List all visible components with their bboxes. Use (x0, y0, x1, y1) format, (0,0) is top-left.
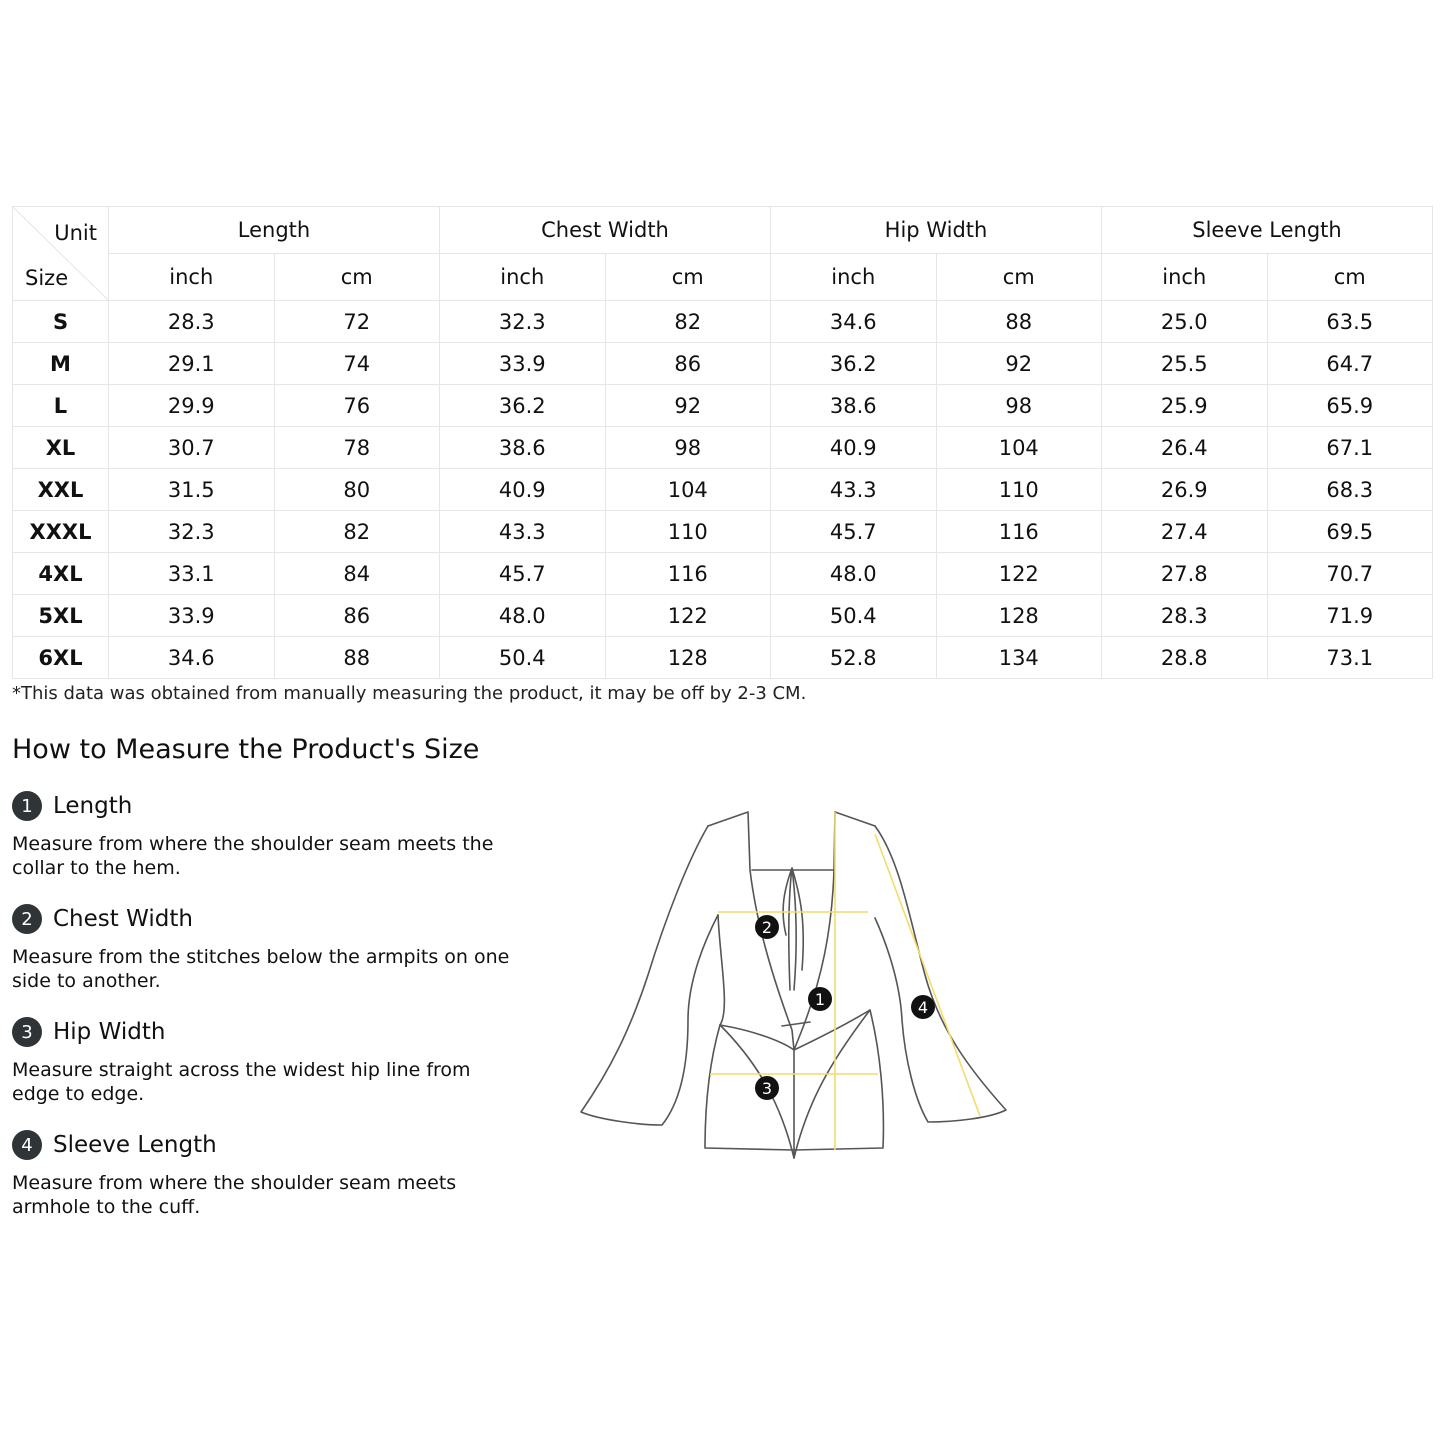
body-left-outline (705, 812, 794, 1150)
corner-unit-label: Unit (54, 221, 97, 245)
group-header-length: Length (109, 207, 440, 254)
marker-3-label: 3 (761, 1079, 773, 1098)
value-cell: 32.3 (109, 511, 275, 553)
step-title: Chest Width (53, 906, 193, 932)
value-cell: 31.5 (109, 469, 275, 511)
value-cell: 25.9 (1102, 385, 1268, 427)
value-cell: 82 (605, 301, 771, 343)
table-row (13, 301, 1433, 343)
value-cell: 65.9 (1267, 385, 1433, 427)
value-cell: 29.1 (109, 343, 275, 385)
marker-2-label: 2 (761, 918, 773, 937)
measurement-markers (755, 915, 935, 1100)
value-cell: 25.5 (1102, 343, 1268, 385)
value-cell: 68.3 (1267, 469, 1433, 511)
unit-header: inch (109, 254, 275, 301)
value-cell: 33.9 (109, 595, 275, 637)
value-cell: 40.9 (440, 469, 606, 511)
tie-strings (783, 868, 803, 990)
size-cell: XL (13, 427, 109, 469)
garment-measurement-diagram (570, 800, 1020, 1170)
value-cell: 43.3 (771, 469, 937, 511)
value-cell: 88 (274, 637, 440, 679)
value-cell: 110 (605, 511, 771, 553)
unit-header: inch (440, 254, 606, 301)
corner-header (13, 207, 109, 301)
value-cell: 63.5 (1267, 301, 1433, 343)
value-cell: 26.4 (1102, 427, 1268, 469)
inner-camisole (782, 1022, 810, 1026)
table-row (13, 637, 1433, 679)
table-row (13, 427, 1433, 469)
step-number-badge: 2 (12, 904, 42, 934)
value-cell: 110 (936, 469, 1102, 511)
value-cell: 98 (936, 385, 1102, 427)
value-cell: 73.1 (1267, 637, 1433, 679)
step-title: Length (53, 793, 133, 819)
value-cell: 86 (274, 595, 440, 637)
value-cell: 36.2 (440, 385, 606, 427)
value-cell: 92 (605, 385, 771, 427)
value-cell: 86 (605, 343, 771, 385)
value-cell: 84 (274, 553, 440, 595)
value-cell: 48.0 (771, 553, 937, 595)
value-cell: 122 (936, 553, 1102, 595)
front-hem-point (720, 1010, 870, 1158)
group-header-hip-width: Hip Width (771, 207, 1102, 254)
value-cell: 48.0 (440, 595, 606, 637)
value-cell: 78 (274, 427, 440, 469)
value-cell: 70.7 (1267, 553, 1433, 595)
table-row (13, 595, 1433, 637)
corner-size-label: Size (25, 266, 69, 290)
step-description: Measure from where the shoulder seam meets armhole to the cuff. (12, 1172, 457, 1218)
step-sleeve-length (12, 1129, 512, 1219)
value-cell: 98 (605, 427, 771, 469)
value-cell: 29.9 (109, 385, 275, 427)
unit-header: cm (1267, 254, 1433, 301)
marker-1-label: 1 (814, 990, 826, 1009)
step-description: Measure straight across the widest hip line from edge to edge. (12, 1059, 471, 1105)
group-header-chest-width: Chest Width (440, 207, 771, 254)
value-cell: 69.5 (1267, 511, 1433, 553)
value-cell: 116 (936, 511, 1102, 553)
value-cell: 33.1 (109, 553, 275, 595)
value-cell: 50.4 (771, 595, 937, 637)
header-group-row (13, 207, 1433, 254)
value-cell: 122 (605, 595, 771, 637)
unit-header: inch (771, 254, 937, 301)
step-title: Sleeve Length (53, 1132, 217, 1158)
table-row (13, 385, 1433, 427)
group-header-sleeve-length: Sleeve Length (1102, 207, 1433, 254)
value-cell: 76 (274, 385, 440, 427)
table-row (13, 511, 1433, 553)
size-cell: XXXL (13, 511, 109, 553)
value-cell: 34.6 (109, 637, 275, 679)
size-cell: XXL (13, 469, 109, 511)
step-description: Measure from the stitches below the armpits on one side to another. (12, 946, 510, 992)
value-cell: 26.9 (1102, 469, 1268, 511)
value-cell: 80 (274, 469, 440, 511)
value-cell: 71.9 (1267, 595, 1433, 637)
unit-header: cm (274, 254, 440, 301)
value-cell: 45.7 (440, 553, 606, 595)
marker-4-label: 4 (917, 998, 929, 1017)
value-cell: 28.3 (109, 301, 275, 343)
value-cell: 30.7 (109, 427, 275, 469)
value-cell: 33.9 (440, 343, 606, 385)
unit-header: cm (936, 254, 1102, 301)
value-cell: 72 (274, 301, 440, 343)
step-chest-width (12, 903, 512, 993)
value-cell: 74 (274, 343, 440, 385)
step-number-badge: 1 (12, 791, 42, 821)
size-cell: 4XL (13, 553, 109, 595)
value-cell: 27.4 (1102, 511, 1268, 553)
value-cell: 50.4 (440, 637, 606, 679)
value-cell: 116 (605, 553, 771, 595)
value-cell: 34.6 (771, 301, 937, 343)
value-cell: 43.3 (440, 511, 606, 553)
table-row (13, 553, 1433, 595)
size-cell: S (13, 301, 109, 343)
value-cell: 67.1 (1267, 427, 1433, 469)
step-description: Measure from where the shoulder seam meets the collar to the hem. (12, 833, 494, 879)
garment-outline (581, 812, 1006, 1158)
table-row (13, 343, 1433, 385)
size-cell: M (13, 343, 109, 385)
value-cell: 134 (936, 637, 1102, 679)
step-number-badge: 3 (12, 1017, 42, 1047)
unit-header: inch (1102, 254, 1268, 301)
step-number-badge: 4 (12, 1130, 42, 1160)
value-cell: 88 (936, 301, 1102, 343)
value-cell: 38.6 (771, 385, 937, 427)
size-chart-table (12, 206, 1433, 679)
value-cell: 32.3 (440, 301, 606, 343)
size-cell: L (13, 385, 109, 427)
value-cell: 104 (936, 427, 1102, 469)
value-cell: 25.0 (1102, 301, 1268, 343)
right-sleeve-outline (875, 826, 1006, 1122)
body-right-outline (794, 812, 883, 1150)
value-cell: 28.8 (1102, 637, 1268, 679)
left-sleeve-outline (581, 826, 718, 1125)
value-cell: 104 (605, 469, 771, 511)
value-cell: 40.9 (771, 427, 937, 469)
measurement-footnote: *This data was obtained from manually measuring the product, it may be off by 2-3 CM. (12, 683, 807, 704)
size-cell: 5XL (13, 595, 109, 637)
value-cell: 82 (274, 511, 440, 553)
value-cell: 128 (605, 637, 771, 679)
size-cell: 6XL (13, 637, 109, 679)
left-lapel-outline (718, 915, 724, 1025)
unit-header: cm (605, 254, 771, 301)
step-length (12, 790, 512, 880)
value-cell: 128 (936, 595, 1102, 637)
value-cell: 45.7 (771, 511, 937, 553)
step-hip-width (12, 1016, 512, 1106)
table-row (13, 469, 1433, 511)
header-unit-row (13, 254, 1433, 301)
value-cell: 38.6 (440, 427, 606, 469)
value-cell: 64.7 (1267, 343, 1433, 385)
size-table-body (13, 301, 1433, 679)
value-cell: 27.8 (1102, 553, 1268, 595)
howto-title: How to Measure the Product's Size (12, 734, 480, 765)
step-title: Hip Width (53, 1019, 166, 1045)
value-cell: 28.3 (1102, 595, 1268, 637)
value-cell: 92 (936, 343, 1102, 385)
value-cell: 52.8 (771, 637, 937, 679)
sleeve-measure-line (875, 834, 980, 1116)
value-cell: 36.2 (771, 343, 937, 385)
